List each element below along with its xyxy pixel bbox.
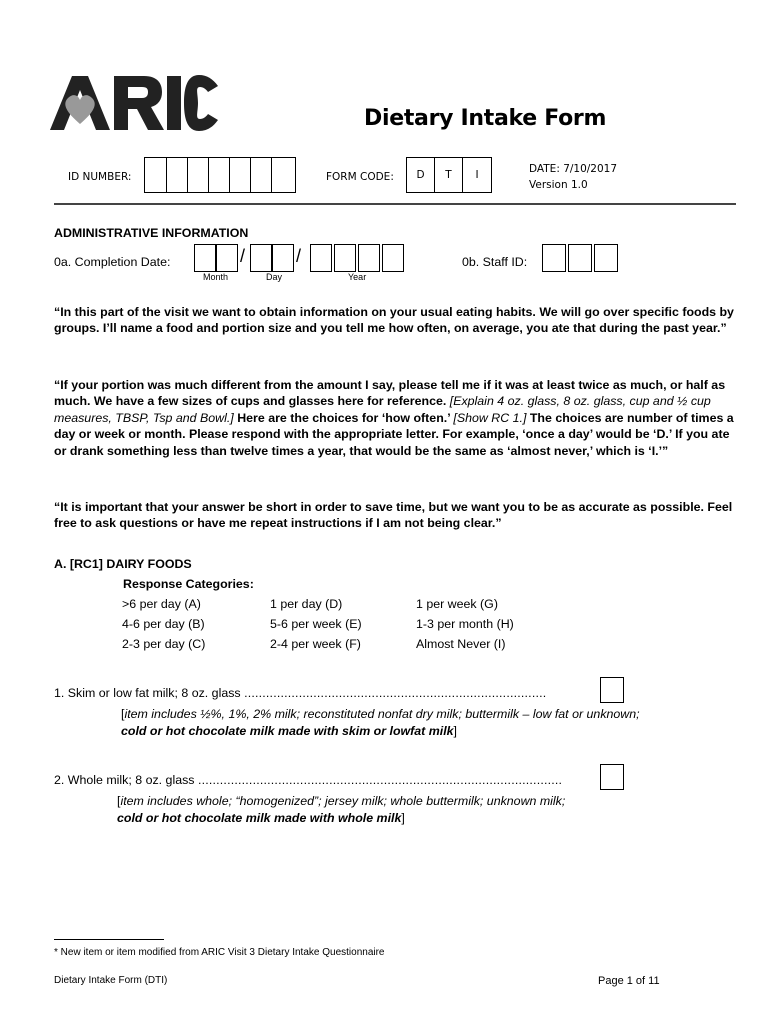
response-category: >6 per day (A) [122, 597, 201, 611]
date-separator: / [296, 246, 302, 266]
id-digit-box[interactable] [251, 158, 272, 192]
day-digit-box[interactable] [250, 244, 272, 272]
aric-logo-graphic [48, 72, 220, 134]
response-category: 1-3 per month (H) [416, 617, 514, 631]
intro-paragraph-3: “It is important that your answer be short in order to save time, but we want you to be as accurate as possible. Feel free to ask questions or have me repeat instructions if I am not being clear.” [54, 500, 733, 531]
intro-p2-text: The choices are number of times a day or week or month. Please respond with the appropriate letter. For example, ‘once a day’ would be ‘D.’ If you ate or drank something less than twelve times a year, that would be the same as ‘almost never,’ which is ‘I.’” [54, 410, 734, 458]
form-code-letter: I [475, 169, 479, 181]
month-digit-box[interactable] [194, 244, 216, 272]
id-number-boxes[interactable] [144, 157, 296, 193]
answer-box-item-1[interactable] [600, 677, 624, 703]
note-bracket: [ [121, 707, 125, 721]
note-bracket: ] [453, 724, 457, 738]
staff-id-box[interactable] [542, 244, 566, 272]
note-bold-text: cold or hot chocolate milk made with skim or lowfat milk [121, 724, 454, 738]
response-category: 4-6 per day (B) [122, 617, 205, 631]
admin-heading: ADMINISTRATIVE INFORMATION [54, 226, 249, 240]
form-date: DATE: 7/10/2017 [529, 163, 618, 175]
item-2-note [117, 793, 717, 827]
form-code-letter: D [407, 158, 435, 192]
item-1-note [121, 706, 721, 740]
response-category: Almost Never (I) [416, 637, 506, 651]
footer-form-name: Dietary Intake Form (DTI) [54, 975, 168, 986]
month-digit-box[interactable] [216, 244, 238, 272]
day-digit-box[interactable] [272, 244, 294, 272]
staff-id-box[interactable] [568, 244, 592, 272]
question-label: 2. Whole milk; 8 oz. glass [54, 773, 195, 787]
question-item-1 [54, 686, 599, 700]
section-heading: A. [RC1] DAIRY FOODS [54, 557, 192, 571]
header-divider [54, 203, 736, 205]
staff-id-label: 0b. Staff ID: [462, 255, 528, 269]
response-category: 2-3 per day (C) [122, 637, 206, 651]
intro-paragraph-2 [54, 377, 734, 459]
response-category: 5-6 per week (E) [270, 617, 362, 631]
intro-p2-text: Here are the choices for ‘how often.’ [233, 410, 454, 425]
completion-date-label: 0a. Completion Date: [54, 255, 171, 269]
id-digit-box[interactable] [209, 158, 230, 192]
note-text: item includes whole; “homogenized”; jersey milk; whole buttermilk; unknown milk; [120, 794, 566, 808]
id-digit-box[interactable] [145, 158, 167, 192]
intro-p2-text: “If your portion was much different from the amount I say, please tell me if it was at least twice as much, or half as much. We have a few sizes of cups and glasses here for reference. [54, 378, 726, 409]
response-category: 2-4 per week (F) [270, 637, 361, 651]
answer-box-item-2[interactable] [600, 764, 624, 790]
leader-dots: ................................................................................... [244, 686, 547, 700]
note-bracket: [ [117, 794, 121, 808]
note-bracket: ] [401, 811, 405, 825]
footer-note: * New item or item modified from ARIC Visit 3 Dietary Intake Questionnaire [54, 947, 385, 958]
date-separator: / [240, 246, 246, 266]
response-category: 1 per week (G) [416, 597, 498, 611]
note-bold-text: cold or hot chocolate milk made with whole milk [117, 811, 402, 825]
intro-paragraph-1: “In this part of the visit we want to obtain information on your usual eating habits. We will go over specific foods by groups. I’ll name a food and portion size and you tell me how often, on average, you ate that during the past year.” [54, 305, 734, 336]
aric-logo [48, 72, 220, 134]
month-caption: Month [203, 272, 229, 282]
footer-divider [54, 939, 164, 940]
note-text: item includes ½%, 1%, 2% milk; reconstituted nonfat dry milk; buttermilk – low fat or unknown; [124, 707, 640, 721]
year-digit-box[interactable] [334, 244, 356, 272]
day-caption: Day [266, 272, 283, 282]
intro-p2-instruction: [Explain 4 oz. glass, 8 oz. glass, cup and ½ cup measures, TBSP, Tsp and Bowl.] [54, 394, 711, 425]
leader-dots: .................................................................................................... [197, 773, 563, 787]
staff-id-box[interactable] [594, 244, 618, 272]
id-digit-box[interactable] [188, 158, 209, 192]
form-code-letter: T [435, 158, 463, 192]
year-digit-box[interactable] [358, 244, 380, 272]
response-category: 1 per day (D) [270, 597, 343, 611]
year-digit-box[interactable] [310, 244, 332, 272]
id-digit-box[interactable] [230, 158, 251, 192]
form-title: Dietary Intake Form [364, 106, 607, 131]
response-categories-label: Response Categories: [123, 577, 254, 591]
intro-p2-instruction: [Show RC 1.] [453, 410, 527, 425]
question-item-2 [54, 773, 599, 787]
id-digit-box[interactable] [167, 158, 188, 192]
year-caption: Year [348, 272, 367, 282]
form-code-boxes [406, 157, 492, 193]
form-code-label: FORM CODE: [326, 171, 394, 183]
id-number-label: ID NUMBER: [68, 171, 132, 183]
year-digit-box[interactable] [382, 244, 404, 272]
question-label: 1. Skim or low fat milk; 8 oz. glass [54, 686, 241, 700]
form-version: Version 1.0 [529, 179, 588, 191]
footer-page-number: Page 1 of 11 [598, 975, 660, 987]
